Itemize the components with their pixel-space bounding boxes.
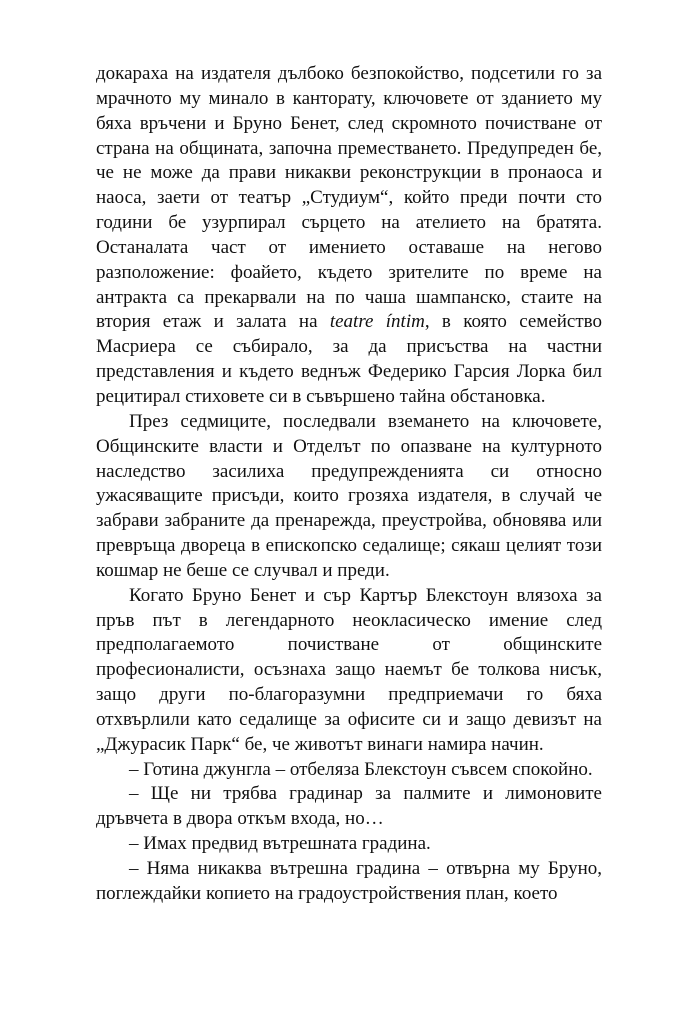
dialogue-line-2 [96,782,602,832]
paragraph-1 [96,62,602,410]
paragraph-2-text: През седмиците, последвали вземането на ключовете, Общинските власти и Отделът по опазване на културното наследство засилиха предупрежденията си относно ужасяващите присъди, които грозяха издателя, в случай че забрави забраните да пренарежда, преустройва, обновява или превръща двореца в епископско седалище; сякаш целият този кошмар не беше се случвал и преди. [96,410,602,581]
paragraph-3-text: Когато Бруно Бенет и сър Картър Блекстоун влязоха за пръв път в легендарното неокласическо имение след предполагаемото почистване от общинските професионалисти, осъзнаха защо наемът бе толкова нисък, защо други по-благоразумни предприемачи го бяха отхвърлили като седалище за офисите си и защо девизът на „Джурасик Парк“ бе, че животът винаги намира начин. [96,584,602,755]
dialogue-line-1-text: – Готина джунгла – отбеляза Блекстоун съвсем спокойно. [129,758,593,780]
dialogue-line-2-text: – Ще ни трябва градинар за палмите и лимоновите дръвчета в двора откъм входа, но… [96,783,602,830]
dialogue-line-4 [96,857,602,907]
page-body [96,62,602,907]
paragraph-2 [96,410,602,584]
paragraph-1-text-b: , в която семейство Масриера се събирало, за да присъства на частни представления и където веднъж Федерико Гарсия Лорка бил рецитирал стиховете си в съвършено тайна обстановка. [96,311,603,407]
dialogue-line-1 [96,758,602,783]
dialogue-line-3-text: – Имах предвид вътрешната градина. [129,833,431,855]
dialogue-line-4-text: – Няма никаква вътрешна градина – отвърна му Бруно, поглеждайки копието на градоустройствения план, което [96,858,602,904]
paragraph-3 [96,584,602,758]
paragraph-1-italic-term: teatre íntim [329,311,425,333]
paragraph-1-text-a: докараха на издателя дълбоко безпокойство, подсетили го за мрачното му минало в канторату, ключовете от зданието му бяха връчени и Бруно Бенет, след скромното почистване от страна на общината, започна преместването. Предупреден бе, че не може да прави никакви реконструкции в пронаоса и наоса, заети от театър „Студиум“, който преди почти сто години бе узурпирал сърцето на ателието на братята. Останалата част от имението оставаше на негово разположение: фоайето, където зрителите по време на антракта са прекарвали на по чаша шампанско, стаите на втория етаж и залата на [96,63,602,333]
dialogue-line-3 [96,832,602,857]
